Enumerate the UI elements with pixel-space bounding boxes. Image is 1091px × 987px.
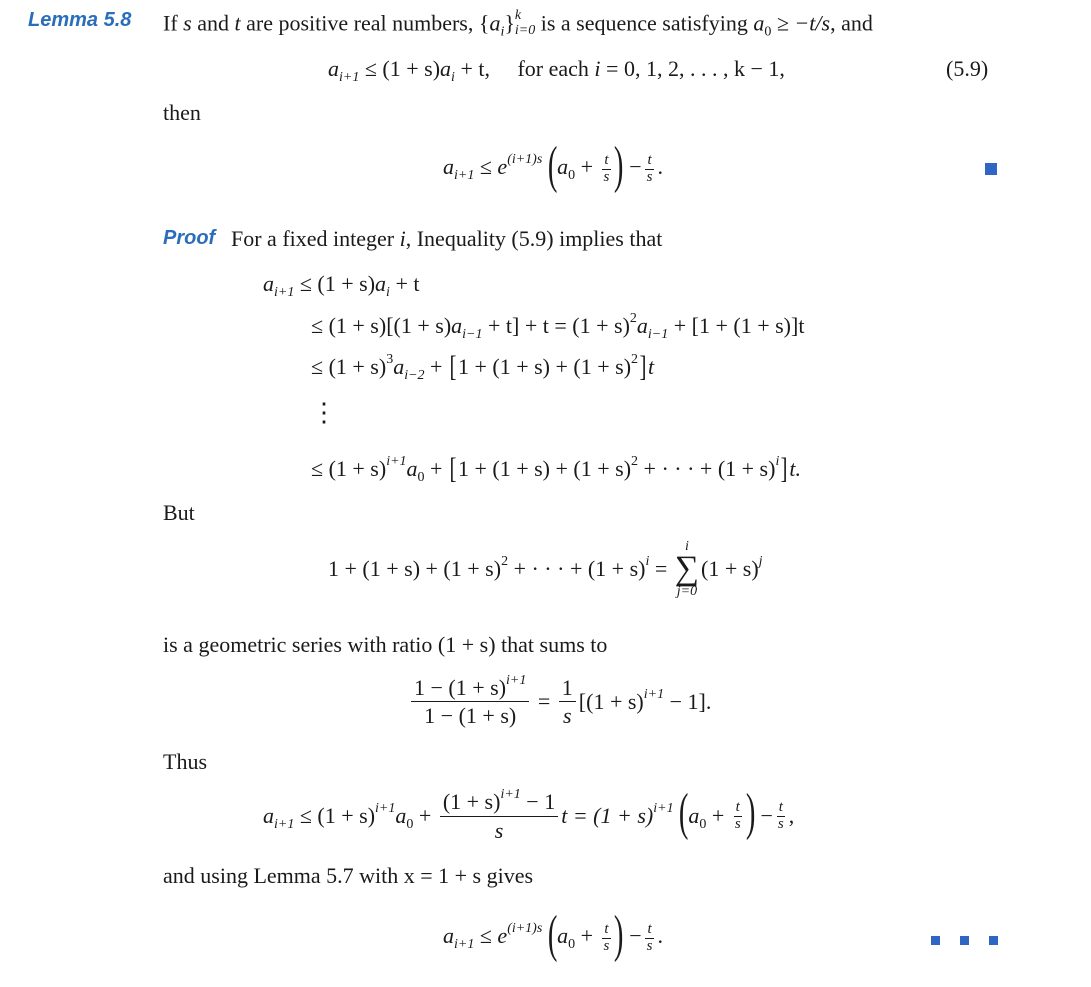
- text-then: then: [163, 100, 201, 125]
- proof-final-equation: $a_{i+1} \le e^{(i+1)s}$ ($a_0$ + $\frac{t}{s}$ ) − $\frac{t}{s}$ .: [443, 906, 663, 963]
- end-proof-square-icon-1: [931, 936, 940, 945]
- chain-line-5: ≤ $(1 + s)^{i+1}a_0 + [1 + (1 + s) + (1 + s)^2$ + · · · + $(1 + s)^i]t$.: [311, 452, 801, 486]
- vertical-dots: ⋮: [311, 398, 337, 427]
- text-thus: Thus: [163, 749, 207, 774]
- series-equation: $1 + (1 + s) + (1 + s)^2$ + · · · + $(1 + s)^i$ = i ∑ j=0 $(1 + s)^j$: [328, 539, 763, 599]
- equation-5-9: $a_{i+1} \le (1 + s)a_i + t$, for each i = 0, 1, 2, . . . , k − 1,: [328, 56, 785, 85]
- equation-tag-5-9: (5.9): [946, 56, 989, 81]
- end-proof-square-icon-3: [989, 936, 998, 945]
- text-using-lemma-5-7: and using Lemma 5.7 with x = 1 + s gives: [163, 863, 534, 888]
- proof-label: Proof: [163, 227, 216, 249]
- chain-line-3: ≤ $(1 + s)^3a_{i-2} + [1 + (1 + s) + (1 + s)^2]t$: [311, 350, 655, 384]
- lemma-conclusion-equation: $a_{i+1} \le e^{(i+1)s}$ ($a_0$ + $\frac{t}{s}$ ) − $\frac{t}{s}$ .: [443, 137, 663, 194]
- chain-line-1: $a_{i+1} \le (1 + s)a_i + t$: [263, 271, 420, 300]
- proof-intro: For a fixed integer i, Inequality (5.9) implies that: [231, 226, 663, 251]
- end-lemma-square-icon: [985, 163, 997, 175]
- lemma-statement: If s and t are positive real numbers, $\{a_i\}$ k i=0 is a sequence satisfying $a_0 \ge -t/s$, and: [163, 8, 873, 40]
- text-but: But: [163, 500, 195, 525]
- geometric-sum-equation: $\frac{1 - (1 + s)^{i+1}}{1 - (1 + s)}$ = $\frac{1}{s}$ $[(1 + s)^{i+1} - 1]$.: [408, 676, 711, 727]
- thus-equation: $a_{i+1} \le (1 + s)^{i+1}a_0$ + $\frac{(1 + s)^{i+1} - 1}{s}$ $t = (1 + s)^{i+1}$ ($a_0$ + $\frac{t}{s}$ ) − $\frac{t}{s}$ ,: [263, 784, 795, 843]
- lemma-label: Lemma 5.8: [28, 9, 132, 31]
- text-geometric-series: is a geometric series with ratio (1 + s) that sums to: [163, 632, 608, 657]
- chain-line-2: ≤ $(1 + s)[(1 + s)a_{i-1} + t] + t = (1 + s)^2a_{i-1} + [1 + (1 + s)]t$: [311, 311, 805, 342]
- end-proof-square-icon-2: [960, 936, 969, 945]
